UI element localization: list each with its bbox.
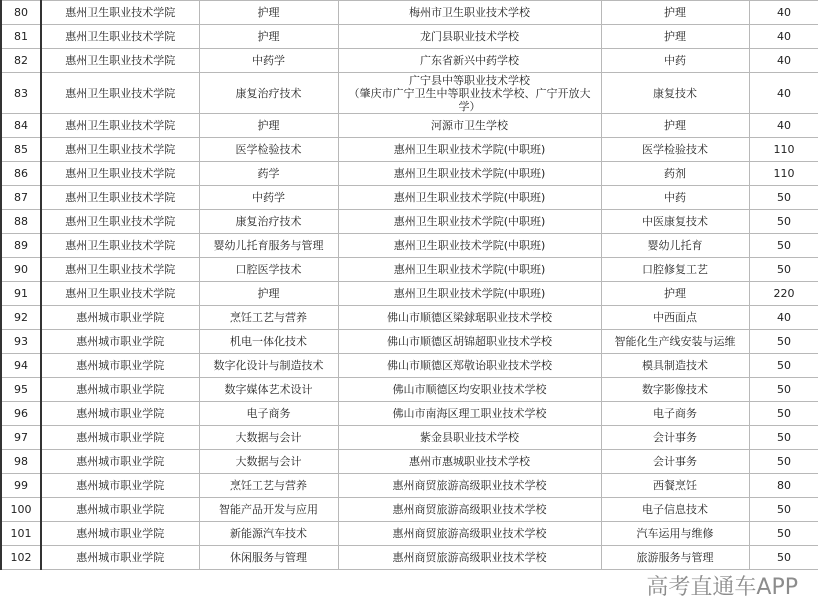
major-cell: 智能产品开发与应用 — [199, 498, 338, 522]
major-cell: 康复治疗技术 — [199, 73, 338, 114]
major-cell: 中药学 — [199, 49, 338, 73]
partner-major-cell: 会计事务 — [601, 450, 749, 474]
table-row — [1, 546, 818, 570]
quota-cell: 40 — [749, 1, 818, 25]
quota-cell: 50 — [749, 450, 818, 474]
major-cell: 休闲服务与管理 — [199, 546, 338, 570]
college-cell: 惠州城市职业学院 — [41, 546, 199, 570]
quota-cell: 40 — [749, 49, 818, 73]
partner-major-cell: 模具制造技术 — [601, 354, 749, 378]
row-number: 94 — [1, 354, 41, 378]
table-row — [1, 25, 818, 49]
quota-cell: 80 — [749, 474, 818, 498]
partner-major-cell: 婴幼儿托育 — [601, 234, 749, 258]
quota-cell: 50 — [749, 258, 818, 282]
row-number: 87 — [1, 186, 41, 210]
partner-school-cell: 惠州卫生职业技术学院(中职班) — [338, 186, 601, 210]
college-cell: 惠州卫生职业技术学院 — [41, 186, 199, 210]
table-row — [1, 474, 818, 498]
partner-major-cell: 汽车运用与维修 — [601, 522, 749, 546]
partner-school-cell: 佛山市南海区理工职业技术学校 — [338, 402, 601, 426]
row-number: 90 — [1, 258, 41, 282]
row-number: 83 — [1, 73, 41, 114]
table-row — [1, 306, 818, 330]
row-number: 92 — [1, 306, 41, 330]
major-cell: 口腔医学技术 — [199, 258, 338, 282]
row-number: 82 — [1, 49, 41, 73]
college-cell: 惠州城市职业学院 — [41, 330, 199, 354]
major-cell: 婴幼儿托育服务与管理 — [199, 234, 338, 258]
partner-school-cell: 佛山市顺德区郑敬诒职业技术学校 — [338, 354, 601, 378]
row-number: 80 — [1, 1, 41, 25]
partner-school-cell: 龙门县职业技术学校 — [338, 25, 601, 49]
table-row — [1, 114, 818, 138]
college-cell: 惠州卫生职业技术学院 — [41, 1, 199, 25]
partner-major-cell: 护理 — [601, 114, 749, 138]
major-cell: 药学 — [199, 162, 338, 186]
major-cell: 机电一体化技术 — [199, 330, 338, 354]
row-number: 102 — [1, 546, 41, 570]
quota-cell: 40 — [749, 25, 818, 49]
row-number: 84 — [1, 114, 41, 138]
quota-cell: 50 — [749, 186, 818, 210]
college-cell: 惠州卫生职业技术学院 — [41, 234, 199, 258]
partner-major-cell: 中药 — [601, 186, 749, 210]
partner-school-cell: 佛山市顺德区梁銶琚职业技术学校 — [338, 306, 601, 330]
partner-major-cell: 中药 — [601, 49, 749, 73]
partner-major-cell: 电子商务 — [601, 402, 749, 426]
row-number: 98 — [1, 450, 41, 474]
major-cell: 护理 — [199, 114, 338, 138]
college-cell: 惠州卫生职业技术学院 — [41, 73, 199, 114]
major-cell: 护理 — [199, 25, 338, 49]
table-row — [1, 49, 818, 73]
partner-school-cell: 佛山市顺德区胡锦超职业技术学校 — [338, 330, 601, 354]
major-cell: 大数据与会计 — [199, 450, 338, 474]
table-row — [1, 258, 818, 282]
major-cell: 新能源汽车技术 — [199, 522, 338, 546]
partner-major-cell: 护理 — [601, 1, 749, 25]
major-cell: 烹饪工艺与营养 — [199, 306, 338, 330]
quota-cell: 50 — [749, 354, 818, 378]
row-number: 85 — [1, 138, 41, 162]
table-row — [1, 186, 818, 210]
table-row — [1, 1, 818, 25]
college-cell: 惠州卫生职业技术学院 — [41, 49, 199, 73]
partner-school-cell: 惠州卫生职业技术学院(中职班) — [338, 234, 601, 258]
major-cell: 烹饪工艺与营养 — [199, 474, 338, 498]
row-number: 86 — [1, 162, 41, 186]
table-row — [1, 426, 818, 450]
partner-school-cell: 佛山市顺德区均安职业技术学校 — [338, 378, 601, 402]
table-row — [1, 378, 818, 402]
partner-major-cell: 康复技术 — [601, 73, 749, 114]
major-cell: 医学检验技术 — [199, 138, 338, 162]
college-cell: 惠州卫生职业技术学院 — [41, 138, 199, 162]
table-row — [1, 330, 818, 354]
quota-cell: 40 — [749, 114, 818, 138]
row-number: 89 — [1, 234, 41, 258]
college-cell: 惠州卫生职业技术学院 — [41, 162, 199, 186]
partner-school-cell: 惠州卫生职业技术学院(中职班) — [338, 210, 601, 234]
row-number: 95 — [1, 378, 41, 402]
row-number: 81 — [1, 25, 41, 49]
quota-cell: 50 — [749, 378, 818, 402]
row-number: 88 — [1, 210, 41, 234]
college-cell: 惠州城市职业学院 — [41, 402, 199, 426]
quota-cell: 50 — [749, 330, 818, 354]
table-row — [1, 162, 818, 186]
partner-major-cell: 药剂 — [601, 162, 749, 186]
quota-cell: 50 — [749, 402, 818, 426]
partner-school-cell: 梅州市卫生职业技术学校 — [338, 1, 601, 25]
partner-major-cell: 口腔修复工艺 — [601, 258, 749, 282]
quota-cell: 110 — [749, 138, 818, 162]
row-number: 100 — [1, 498, 41, 522]
college-cell: 惠州卫生职业技术学院 — [41, 25, 199, 49]
partner-school-cell: 惠州卫生职业技术学院(中职班) — [338, 138, 601, 162]
college-cell: 惠州城市职业学院 — [41, 474, 199, 498]
partner-school-cell: 广宁县中等职业技术学校 （肇庆市广宁卫生中等职业技术学校、广宁开放大学） — [338, 73, 601, 114]
partner-major-cell: 医学检验技术 — [601, 138, 749, 162]
partner-major-cell: 护理 — [601, 25, 749, 49]
major-cell: 数字化设计与制造技术 — [199, 354, 338, 378]
major-cell: 护理 — [199, 1, 338, 25]
college-cell: 惠州城市职业学院 — [41, 306, 199, 330]
college-cell: 惠州城市职业学院 — [41, 426, 199, 450]
major-cell: 康复治疗技术 — [199, 210, 338, 234]
college-cell: 惠州城市职业学院 — [41, 354, 199, 378]
quota-cell: 40 — [749, 306, 818, 330]
row-number: 101 — [1, 522, 41, 546]
partner-school-cell: 惠州商贸旅游高级职业技术学校 — [338, 498, 601, 522]
major-cell: 护理 — [199, 282, 338, 306]
row-number: 97 — [1, 426, 41, 450]
partner-major-cell: 会计事务 — [601, 426, 749, 450]
quota-cell: 50 — [749, 426, 818, 450]
quota-cell: 110 — [749, 162, 818, 186]
partner-school-cell: 广东省新兴中药学校 — [338, 49, 601, 73]
college-cell: 惠州城市职业学院 — [41, 522, 199, 546]
table-row — [1, 354, 818, 378]
college-cell: 惠州卫生职业技术学院 — [41, 258, 199, 282]
major-cell: 中药学 — [199, 186, 338, 210]
partner-school-cell: 惠州卫生职业技术学院(中职班) — [338, 162, 601, 186]
quota-cell: 40 — [749, 73, 818, 114]
quota-cell: 50 — [749, 498, 818, 522]
partner-school-cell: 紫金县职业技术学校 — [338, 426, 601, 450]
partner-school-cell: 惠州商贸旅游高级职业技术学校 — [338, 474, 601, 498]
quota-cell: 50 — [749, 522, 818, 546]
partner-major-cell: 护理 — [601, 282, 749, 306]
table-row — [1, 73, 818, 114]
row-number: 93 — [1, 330, 41, 354]
table-row — [1, 402, 818, 426]
partner-school-cell: 惠州商贸旅游高级职业技术学校 — [338, 522, 601, 546]
partner-major-cell: 中西面点 — [601, 306, 749, 330]
major-cell: 电子商务 — [199, 402, 338, 426]
row-number: 91 — [1, 282, 41, 306]
college-cell: 惠州城市职业学院 — [41, 498, 199, 522]
partner-major-cell: 电子信息技术 — [601, 498, 749, 522]
partner-major-cell: 西餐烹饪 — [601, 474, 749, 498]
row-number: 96 — [1, 402, 41, 426]
partner-major-cell: 旅游服务与管理 — [601, 546, 749, 570]
quota-cell: 220 — [749, 282, 818, 306]
table-row — [1, 138, 818, 162]
quota-cell: 50 — [749, 234, 818, 258]
partner-major-cell: 智能化生产线安装与运维 — [601, 330, 749, 354]
table-row — [1, 282, 818, 306]
watermark: 高考直通车APP — [646, 575, 798, 600]
partner-major-cell: 数字影像技术 — [601, 378, 749, 402]
table-row — [1, 522, 818, 546]
major-cell: 大数据与会计 — [199, 426, 338, 450]
row-number: 99 — [1, 474, 41, 498]
major-cell: 数字媒体艺术设计 — [199, 378, 338, 402]
partner-school-cell: 惠州市惠城职业技术学校 — [338, 450, 601, 474]
college-cell: 惠州城市职业学院 — [41, 450, 199, 474]
partner-school-cell: 惠州商贸旅游高级职业技术学校 — [338, 546, 601, 570]
partner-school-cell: 惠州卫生职业技术学院(中职班) — [338, 282, 601, 306]
quota-cell: 50 — [749, 210, 818, 234]
table-row — [1, 234, 818, 258]
college-cell: 惠州卫生职业技术学院 — [41, 114, 199, 138]
table-row — [1, 498, 818, 522]
partner-school-cell: 惠州卫生职业技术学院(中职班) — [338, 258, 601, 282]
partner-school-cell: 河源市卫生学校 — [338, 114, 601, 138]
partner-major-cell: 中医康复技术 — [601, 210, 749, 234]
table-row — [1, 450, 818, 474]
college-cell: 惠州卫生职业技术学院 — [41, 282, 199, 306]
college-cell: 惠州城市职业学院 — [41, 378, 199, 402]
college-cell: 惠州卫生职业技术学院 — [41, 210, 199, 234]
table-row — [1, 210, 818, 234]
quota-cell: 50 — [749, 546, 818, 570]
